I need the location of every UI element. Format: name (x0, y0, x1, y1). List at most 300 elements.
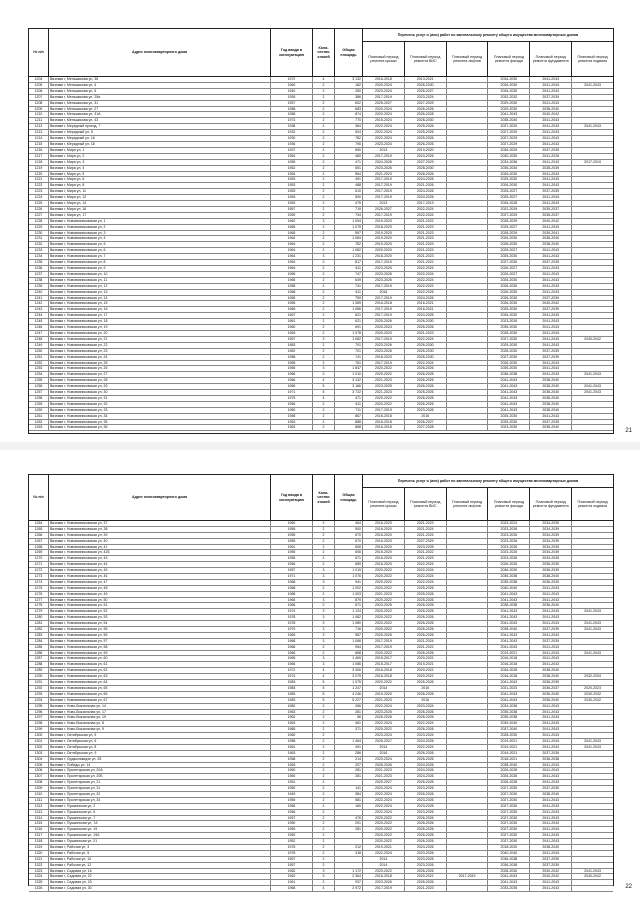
cell-floors: 4 (313, 396, 335, 401)
cell-foundation: 2041-2043 (530, 851, 572, 856)
cell-foundation: 2041-2043 (530, 839, 572, 844)
cell-id: 1274 (29, 580, 49, 585)
cell-address: Вязники г, Меньшикова ул, 31А (49, 112, 271, 117)
cell-floors: 2 (313, 792, 335, 797)
cell-year: 1955 (271, 550, 313, 555)
cell-facade: 2029-2030 (488, 101, 530, 106)
cell-year: 1974 (271, 609, 313, 614)
cell-id: 1212 (29, 124, 49, 129)
cell-facade: 2036-2038 (488, 863, 530, 868)
cell-facade: 2041-2043 (488, 112, 530, 117)
cell-id: 1233 (29, 248, 49, 253)
cell-basement (572, 550, 613, 555)
cell-id: 1221 (29, 177, 49, 182)
cell-address: Вязники г, Нововязниковская ул, 59 (49, 651, 271, 656)
cell-basement (572, 136, 613, 141)
header-year: Год ввода в эксплуатацию (271, 475, 313, 520)
cell-year: 1956 (271, 810, 313, 815)
cell-roof: 2023-2026 (363, 343, 405, 348)
cell-foundation: 2041-2043 (530, 598, 572, 603)
cell-basement (572, 77, 613, 82)
cell-facade: 2037-2040 (488, 727, 530, 732)
cell-basement (572, 886, 613, 891)
cell-year: 1955 (271, 539, 313, 544)
cell-roof: 2020-2022 (363, 396, 405, 401)
cell-basement (572, 592, 613, 597)
cell-vis: 2021-2023 (405, 556, 447, 561)
cell-area: 734 (335, 213, 363, 218)
cell-area: 689 (335, 562, 363, 567)
cell-basement (572, 574, 613, 579)
cell-basement (572, 95, 613, 100)
cell-roof: 2023-2024 (363, 733, 405, 738)
cell-facade: 2035-2034 (488, 166, 530, 171)
cell-year: 1951 (271, 780, 313, 785)
cell-foundation: 2041-2043 (530, 414, 572, 419)
cell-basement (572, 166, 613, 171)
cell-address: Вязники г, Нововязниковская ул, 47 (49, 580, 271, 585)
cell-facade: 2025-2027 (488, 195, 530, 200)
cell-id: 1216 (29, 148, 49, 153)
cell-floors: 3 (313, 633, 335, 638)
cell-facade: 2027-2030 (488, 260, 530, 265)
cell-floors: 4 (313, 378, 335, 383)
cell-facade: 2023-2026 (488, 550, 530, 555)
cell-foundation: 2041-2043 (530, 372, 572, 377)
cell-id: 1244 (29, 313, 49, 318)
cell-area: 286 (335, 751, 363, 756)
cell-vis: 2026-2026 (405, 142, 447, 147)
cell-id: 1224 (29, 195, 49, 200)
cell-area: 281 (335, 774, 363, 779)
cell-lifts (447, 307, 489, 312)
cell-address: Вязники г, Нововязниковская ул, 60 (49, 656, 271, 661)
cell-floors: 2 (313, 857, 335, 862)
cell-lifts (447, 231, 489, 236)
cell-year: 1955 (271, 301, 313, 306)
cell-area: 587 (335, 633, 363, 638)
cell-foundation: 2036-2040 (530, 698, 572, 703)
cell-lifts (447, 821, 489, 826)
cell-floors: 2 (313, 863, 335, 868)
cell-roof: 2017-2019 (363, 361, 405, 366)
cell-id: 1300 (29, 733, 49, 738)
cell-foundation: 2041-2043 (530, 715, 572, 720)
cell-floors: 5 (313, 390, 335, 395)
cell-foundation: 2038-2040 (530, 242, 572, 247)
cell-year: 1939 (271, 95, 313, 100)
cell-year: 1975 (271, 396, 313, 401)
cell-address: Вязники г, Пушкинская ул, 5 (49, 810, 271, 815)
cell-address: Вязники г, Мира ул, 6 (49, 177, 271, 182)
cell-year: 1982 (271, 704, 313, 709)
header-period-vis: Плановый период ремонта ВИС (405, 42, 447, 76)
cell-roof: 2018-2020 (363, 254, 405, 259)
cell-roof: 2022-2024 (363, 124, 405, 129)
cell-id: 1238 (29, 278, 49, 283)
cell-year: 1955 (271, 527, 313, 532)
cell-facade: 2027-2029 (488, 213, 530, 218)
cell-basement (572, 219, 613, 224)
page-number: 22 (625, 884, 632, 890)
cell-area: 741 (335, 355, 363, 360)
cell-foundation: 2041-2043 (530, 804, 572, 809)
cell-foundation: 2038-2040 (530, 378, 572, 383)
cell-id: 1311 (29, 798, 49, 803)
cell-area: 384 (335, 124, 363, 129)
cell-vis: 2021-2023 (405, 236, 447, 241)
cell-facade: 2028-2030 (488, 242, 530, 247)
cell-basement: 2041-2043 (584, 82, 601, 87)
cell-vis: 2022-2026 (405, 290, 447, 295)
cell-address: Вязники г, Нововязниковская ул, 10 (49, 272, 271, 277)
cell-area: 281 (335, 827, 363, 832)
cell-id: 1253 (29, 366, 49, 371)
cell-facade: 2028-2030 (488, 331, 530, 336)
cell-facade: 2038-2040 (488, 627, 530, 632)
cell-foundation: 2041-2043 (530, 118, 572, 123)
cell-year: 1958 (271, 739, 313, 744)
cell-roof: 2021-2023 (363, 592, 405, 597)
cell-roof: 2021-2023 (363, 172, 405, 177)
cell-facade: 2026-2028 (488, 780, 530, 785)
cell-year: 1966 (271, 384, 313, 389)
cell-floors: 2 (313, 101, 335, 106)
cell-address: Вязники г, Нововязниковская ул, 3 (49, 231, 271, 236)
cell-lifts (447, 284, 489, 289)
cell-lifts (447, 107, 489, 112)
cell-lifts (447, 698, 489, 703)
cell-area: 2 972 (335, 886, 363, 891)
cell-basement (572, 586, 613, 591)
cell-roof: 2017-2019 (363, 177, 405, 182)
cell-year: 1950 (271, 774, 313, 779)
cell-facade: 2028-2029 (488, 231, 530, 236)
header-id: № п/п (29, 475, 49, 520)
header-period-lifts: Плановый период ремонта лифтов (447, 488, 489, 520)
cell-area: 214 (335, 757, 363, 762)
cell-floors: 2 (313, 414, 335, 419)
cell-area: 706 (335, 142, 363, 147)
cell-basement (572, 792, 613, 797)
cell-address: Вязники г, Садовая ул, 30 (49, 886, 271, 891)
cell-basement (572, 272, 613, 277)
cell-lifts (447, 527, 489, 532)
cell-facade: 2026-2030 (488, 301, 530, 306)
cell-roof: 2023-2026 (363, 266, 405, 271)
cell-id: 1247 (29, 331, 49, 336)
cell-roof: 2020-2022 (363, 839, 405, 844)
cell-year: 1955 (271, 361, 313, 366)
cell-floors: 2 (313, 851, 335, 856)
cell-roof: 2016-2018 (363, 414, 405, 419)
cell-address: Вязники г, Нововязниковская ул, 39 (49, 533, 271, 538)
cell-vis: 2028-2030 (405, 118, 447, 123)
cell-foundation: 2037-2039 (530, 857, 572, 862)
cell-basement (572, 301, 613, 306)
cell-floors: 5 (313, 698, 335, 703)
cell-vis: 2026-2026 (405, 627, 447, 632)
cell-vis: 2026-2026 (405, 609, 447, 614)
cell-lifts (447, 615, 489, 620)
cell-floors: 5 (313, 384, 335, 389)
cell-roof: 2017-2019 (363, 886, 405, 891)
cell-area: 691 (335, 325, 363, 330)
cell-address: Вязники г, Нововязниковская ул, 27 (49, 372, 271, 377)
cell-area: 1 469 (335, 656, 363, 661)
cell-roof: 2016-2018 (363, 420, 405, 425)
cell-area: 888 (335, 420, 363, 425)
cell-year: 1972 (271, 668, 313, 673)
cell-address: Вязники г, Нововязниковская ул, 31 (49, 396, 271, 401)
cell-facade: 2026-2030 (488, 236, 530, 241)
header-period-basement: Плановый период ремонта подвала (577, 54, 608, 63)
cell-lifts (447, 833, 489, 838)
cell-vis: 2026-2027 (405, 420, 447, 425)
cell-year: 1963 (271, 420, 313, 425)
cell-facade: 2027-2030 (488, 355, 530, 360)
cell-roof: 2022-2024 (363, 792, 405, 797)
cell-floors: 2 (313, 521, 335, 526)
cell-facade: 2026-2028 (488, 668, 530, 673)
cell-area: 719 (335, 207, 363, 212)
cell-floors: 2 (313, 284, 335, 289)
cell-area: 611 (335, 266, 363, 271)
cell-address: Вязники г, Нововязниковская ул, 55 (49, 627, 271, 632)
cell-facade: 2038-2040 (488, 118, 530, 123)
cell-year: 1958 (271, 284, 313, 289)
cell-id: 1228 (29, 219, 49, 224)
cell-basement (572, 851, 613, 856)
cell-lifts (447, 77, 489, 82)
cell-area: 670 (335, 539, 363, 544)
cell-roof: 2018-2020 (363, 355, 405, 360)
cell-floors: 2 (313, 313, 335, 318)
cell-id: 1205 (29, 83, 49, 88)
cell-id: 1292 (29, 686, 49, 691)
cell-area: 941 (335, 580, 363, 585)
cell-year: 1958 (271, 355, 313, 360)
cell-vis: 2021-2022 (405, 550, 447, 555)
cell-basement (572, 845, 613, 850)
cell-foundation: 2041-2043 (530, 77, 572, 82)
cell-roof: 2025-2026 (363, 319, 405, 324)
cell-foundation: 2034-2039 (530, 521, 572, 526)
cell-facade: 2016-2018 (488, 662, 530, 667)
cell-facade: 2034-2036 (488, 160, 530, 165)
cell-foundation: 2041-2043 (530, 319, 572, 324)
cell-id: 1295 (29, 704, 49, 709)
cell-id: 1240 (29, 290, 49, 295)
cell-floors: 2 (313, 95, 335, 100)
cell-area: 581 (335, 798, 363, 803)
cell-floors: 2 (313, 112, 335, 117)
cell-basement (572, 603, 613, 608)
cell-foundation: 2041-2043 (530, 361, 572, 366)
cell-floors: 3 (313, 598, 335, 603)
cell-address: Вязники г, Нововязниковская ул, 9 (49, 266, 271, 271)
cell-address: Вязники г, Нововязниковская ул, 1 (49, 219, 271, 224)
cell-id: 1264 (29, 521, 49, 526)
cell-vis: 2025-2026 (405, 130, 447, 135)
cell-vis: 2022-2024 (405, 580, 447, 585)
cell-area: 621 (335, 319, 363, 324)
cell-lifts (447, 260, 489, 265)
cell-basement (572, 278, 613, 283)
cell-foundation: 2038-2040 (530, 396, 572, 401)
cell-lifts (447, 343, 489, 348)
cell-id: 1279 (29, 609, 49, 614)
cell-address: Вязники г, Нововязниковская ул, 40 (49, 539, 271, 544)
cell-vis: 2026-2026 (405, 396, 447, 401)
cell-facade: 2036-2030 (488, 568, 530, 573)
cell-address: Вязники г, Нововязниковская ул, 25 (49, 361, 271, 366)
cell-address: Вязники г, Нововязниковская ул, 51 (49, 603, 271, 608)
cell-area (335, 863, 363, 868)
cell-roof: 2020-2022 (363, 402, 405, 407)
cell-facade: 2025-2030 (488, 254, 530, 259)
cell-basement (572, 207, 613, 212)
cell-lifts (447, 266, 489, 271)
cell-floors: 2 (313, 236, 335, 241)
cell-address: Вязники г, Нововязниковская ул, 54 (49, 621, 271, 626)
cell-address: Вязники г, Октябрьская ул, 5 (49, 733, 271, 738)
cell-id: 1263 (29, 425, 49, 430)
cell-foundation: 2036-2040 (530, 692, 572, 697)
cell-vis: 2023-2026 (405, 851, 447, 856)
cell-basement (572, 254, 613, 259)
cell-facade: 2027-2029 (488, 124, 530, 129)
cell-year: 1983 (271, 698, 313, 703)
cell-id: 1309 (29, 786, 49, 791)
cell-facade: 2026-2030 (488, 284, 530, 289)
cell-area: 564 (335, 172, 363, 177)
cell-roof: 2019-2020 (363, 231, 405, 236)
cell-floors: 3 (313, 568, 335, 573)
cell-id: 1282 (29, 627, 49, 632)
cell-year: 1965 (271, 727, 313, 732)
cell-vis: 2026-2028 (405, 112, 447, 117)
cell-roof: 2017-2019 (363, 284, 405, 289)
cell-address: Вязники г, Нововязниковская ул, 2 (49, 225, 271, 230)
cell-basement (572, 521, 613, 526)
cell-id: 1225 (29, 201, 49, 206)
cell-roof: 2024-2026 (363, 160, 405, 165)
cell-address: Вязники г, Нововязниковская ул, 21 (49, 337, 271, 342)
cell-basement (572, 290, 613, 295)
cell-lifts (447, 396, 489, 401)
cell-vis: 2021-2023 (405, 521, 447, 526)
cell-floors: 2 (313, 148, 335, 153)
cell-vis: 2024-2026 (405, 763, 447, 768)
cell-floors: 2 (313, 290, 335, 295)
cell-floors: 2 (313, 425, 335, 430)
cell-year: 1964 (271, 254, 313, 259)
cell-facade: 2034-2030 (488, 77, 530, 82)
cell-id: 1278 (29, 603, 49, 608)
cell-vis: 2022-2024 (405, 213, 447, 218)
cell-foundation: 2041-2043 (530, 592, 572, 597)
cell-roof: 2016-2020 (363, 556, 405, 561)
cell-roof: 2017-2019 (363, 639, 405, 644)
cell-facade: 2027-2030 (488, 792, 530, 797)
cell-id: 1222 (29, 183, 49, 188)
cell-vis: 2022-2024 (405, 278, 447, 283)
cell-floors: 5 (313, 686, 335, 691)
cell-vis: 2022-2024 (405, 272, 447, 277)
cell-id: 1305 (29, 763, 49, 768)
cell-facade: 2026-2030 (488, 313, 530, 318)
cell-vis: 2027-2029 (405, 539, 447, 544)
cell-year: 1964 (271, 266, 313, 271)
cell-lifts (447, 201, 489, 206)
cell-foundation: 2038-2040 (530, 402, 572, 407)
cell-roof: 2026-2027 (363, 207, 405, 212)
cell-area: 488 (335, 183, 363, 188)
cell-address: Вязники г, Нововязниковская ул, 23 (49, 349, 271, 354)
cell-area: 1 086 (335, 307, 363, 312)
cell-year: 1940 (271, 89, 313, 94)
cell-id: 1210 (29, 112, 49, 117)
cell-basement (572, 715, 613, 720)
cell-lifts (447, 195, 489, 200)
cell-year: 1964 (271, 242, 313, 247)
cell-foundation: 2041-2043 (530, 774, 572, 779)
cell-facade: 2041-2043 (488, 633, 530, 638)
cell-roof: 2020-2024 (363, 107, 405, 112)
cell-floors: 2 (313, 301, 335, 306)
cell-address: Вязники г, Нововязниковская ул, 12 (49, 284, 271, 289)
cell-lifts (447, 83, 489, 88)
cell-basement (572, 266, 613, 271)
cell-roof: 2023-2024 (363, 142, 405, 147)
cell-roof: 2023-2026 (363, 278, 405, 283)
table-body (29, 521, 613, 892)
cell-lifts (447, 574, 489, 579)
cell-id: 1317 (29, 833, 49, 838)
cell-lifts (447, 668, 489, 673)
cell-facade: 2026-2030 (488, 83, 530, 88)
cell-address: Вязники г, Мира ул, 16 (49, 207, 271, 212)
cell-roof: 2020-2022 (363, 568, 405, 573)
cell-year: 1965 (271, 307, 313, 312)
table-header (29, 29, 613, 77)
cell-id: 1299 (29, 727, 49, 732)
cell-lifts (447, 148, 489, 153)
cell-roof: 2017-2019 (363, 313, 405, 318)
cell-basement (572, 396, 613, 401)
cell-address: Вязники г, Меньшикова ул, 5 (49, 89, 271, 94)
cell-facade: 2035-2030 (488, 366, 530, 371)
cell-vis: 2026-2026 (405, 792, 447, 797)
cell-id: 1257 (29, 390, 49, 395)
cell-basement (572, 645, 613, 650)
cell-roof: 2015-2020 (363, 539, 405, 544)
cell-address: Вязники г, Нововязниковская ул, 6 (49, 248, 271, 253)
cell-year: 1962 (271, 874, 313, 879)
header-area: Общая площадь (335, 29, 363, 76)
cell-roof: 2023-2024 (363, 89, 405, 94)
cell-facade: 2019-2021 (488, 745, 530, 750)
cell-vis: 2023-2024 (405, 95, 447, 100)
cell-area: 504 (335, 130, 363, 135)
cell-area: 651 (335, 166, 363, 171)
cell-year: 1968 (271, 580, 313, 585)
cell-area: 1 847 (335, 366, 363, 371)
cell-year: 1983 (271, 692, 313, 697)
cell-vis: 2021-2024 (405, 639, 447, 644)
cell-address: Вязники г, Нововязниковская ул, 63 (49, 674, 271, 679)
